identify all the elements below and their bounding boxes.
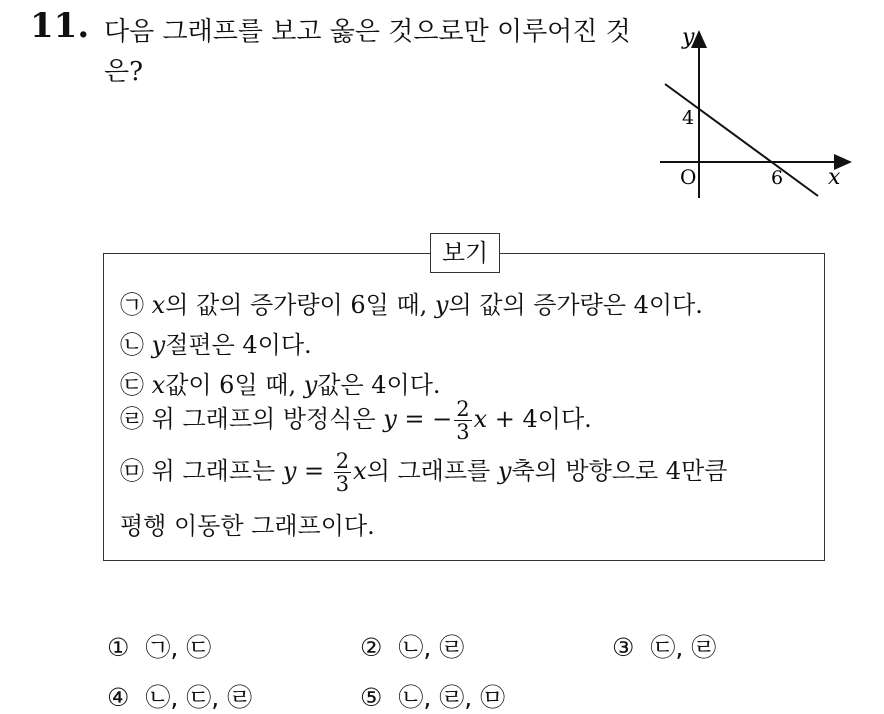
line-graph: [656, 20, 856, 205]
question-stem: [104, 12, 644, 92]
item-marker: ㉡: [120, 331, 144, 359]
choice-1[interactable]: ① ㉠, ㉢: [107, 633, 212, 662]
bogi-item-1: ㉠ x의 값의 증가량이 6일 때, y의 값의 증가량은 4이다.: [120, 291, 703, 319]
bogi-item-2: ㉡ y절편은 4이다.: [120, 331, 312, 359]
x-axis-label: x: [828, 165, 841, 190]
choice-5[interactable]: ⑤ ㉡, ㉣, ㉤: [360, 683, 506, 712]
item-marker: ㉤: [120, 457, 144, 485]
x-intercept-label: 6: [771, 167, 784, 189]
choice-4[interactable]: ④ ㉡, ㉢, ㉣: [107, 683, 253, 712]
question-stem-line-2: 은?: [104, 57, 144, 87]
y-intercept-label: 4: [682, 107, 695, 129]
origin-label: O: [680, 165, 697, 189]
item-marker: ㉠: [120, 291, 144, 319]
fraction: $\frac{2}{3}$: [335, 449, 350, 496]
item-marker: ㉢: [120, 371, 144, 399]
bogi-item-5: ㉤ 위 그래프는 y = $\frac{2}{3}$ x의 그래프를 y축의 방향으로 4만큼: [120, 449, 728, 496]
bogi-item-3: ㉢ x값이 6일 때, y값은 4이다.: [120, 371, 441, 399]
fraction: $\frac{2}{3}$: [456, 397, 470, 444]
choice-2[interactable]: ② ㉡, ㉣: [360, 633, 465, 662]
choice-3[interactable]: ③ ㉢, ㉣: [612, 633, 717, 662]
bogi-title: 보기: [430, 233, 500, 273]
question-number: 11.: [30, 6, 90, 46]
item-marker: ㉣: [120, 405, 144, 433]
y-axis-label: y: [682, 25, 695, 50]
bogi-item-5-line-2: 평행 이동한 그래프이다.: [120, 512, 375, 540]
bogi-item-4: ㉣ 위 그래프의 방정식은 y = − $\frac{2}{3}$ x + 4이다.: [120, 397, 592, 444]
question-stem-line-1: 다음 그래프를 보고 옳은 것으로만 이루어진 것: [104, 17, 631, 47]
